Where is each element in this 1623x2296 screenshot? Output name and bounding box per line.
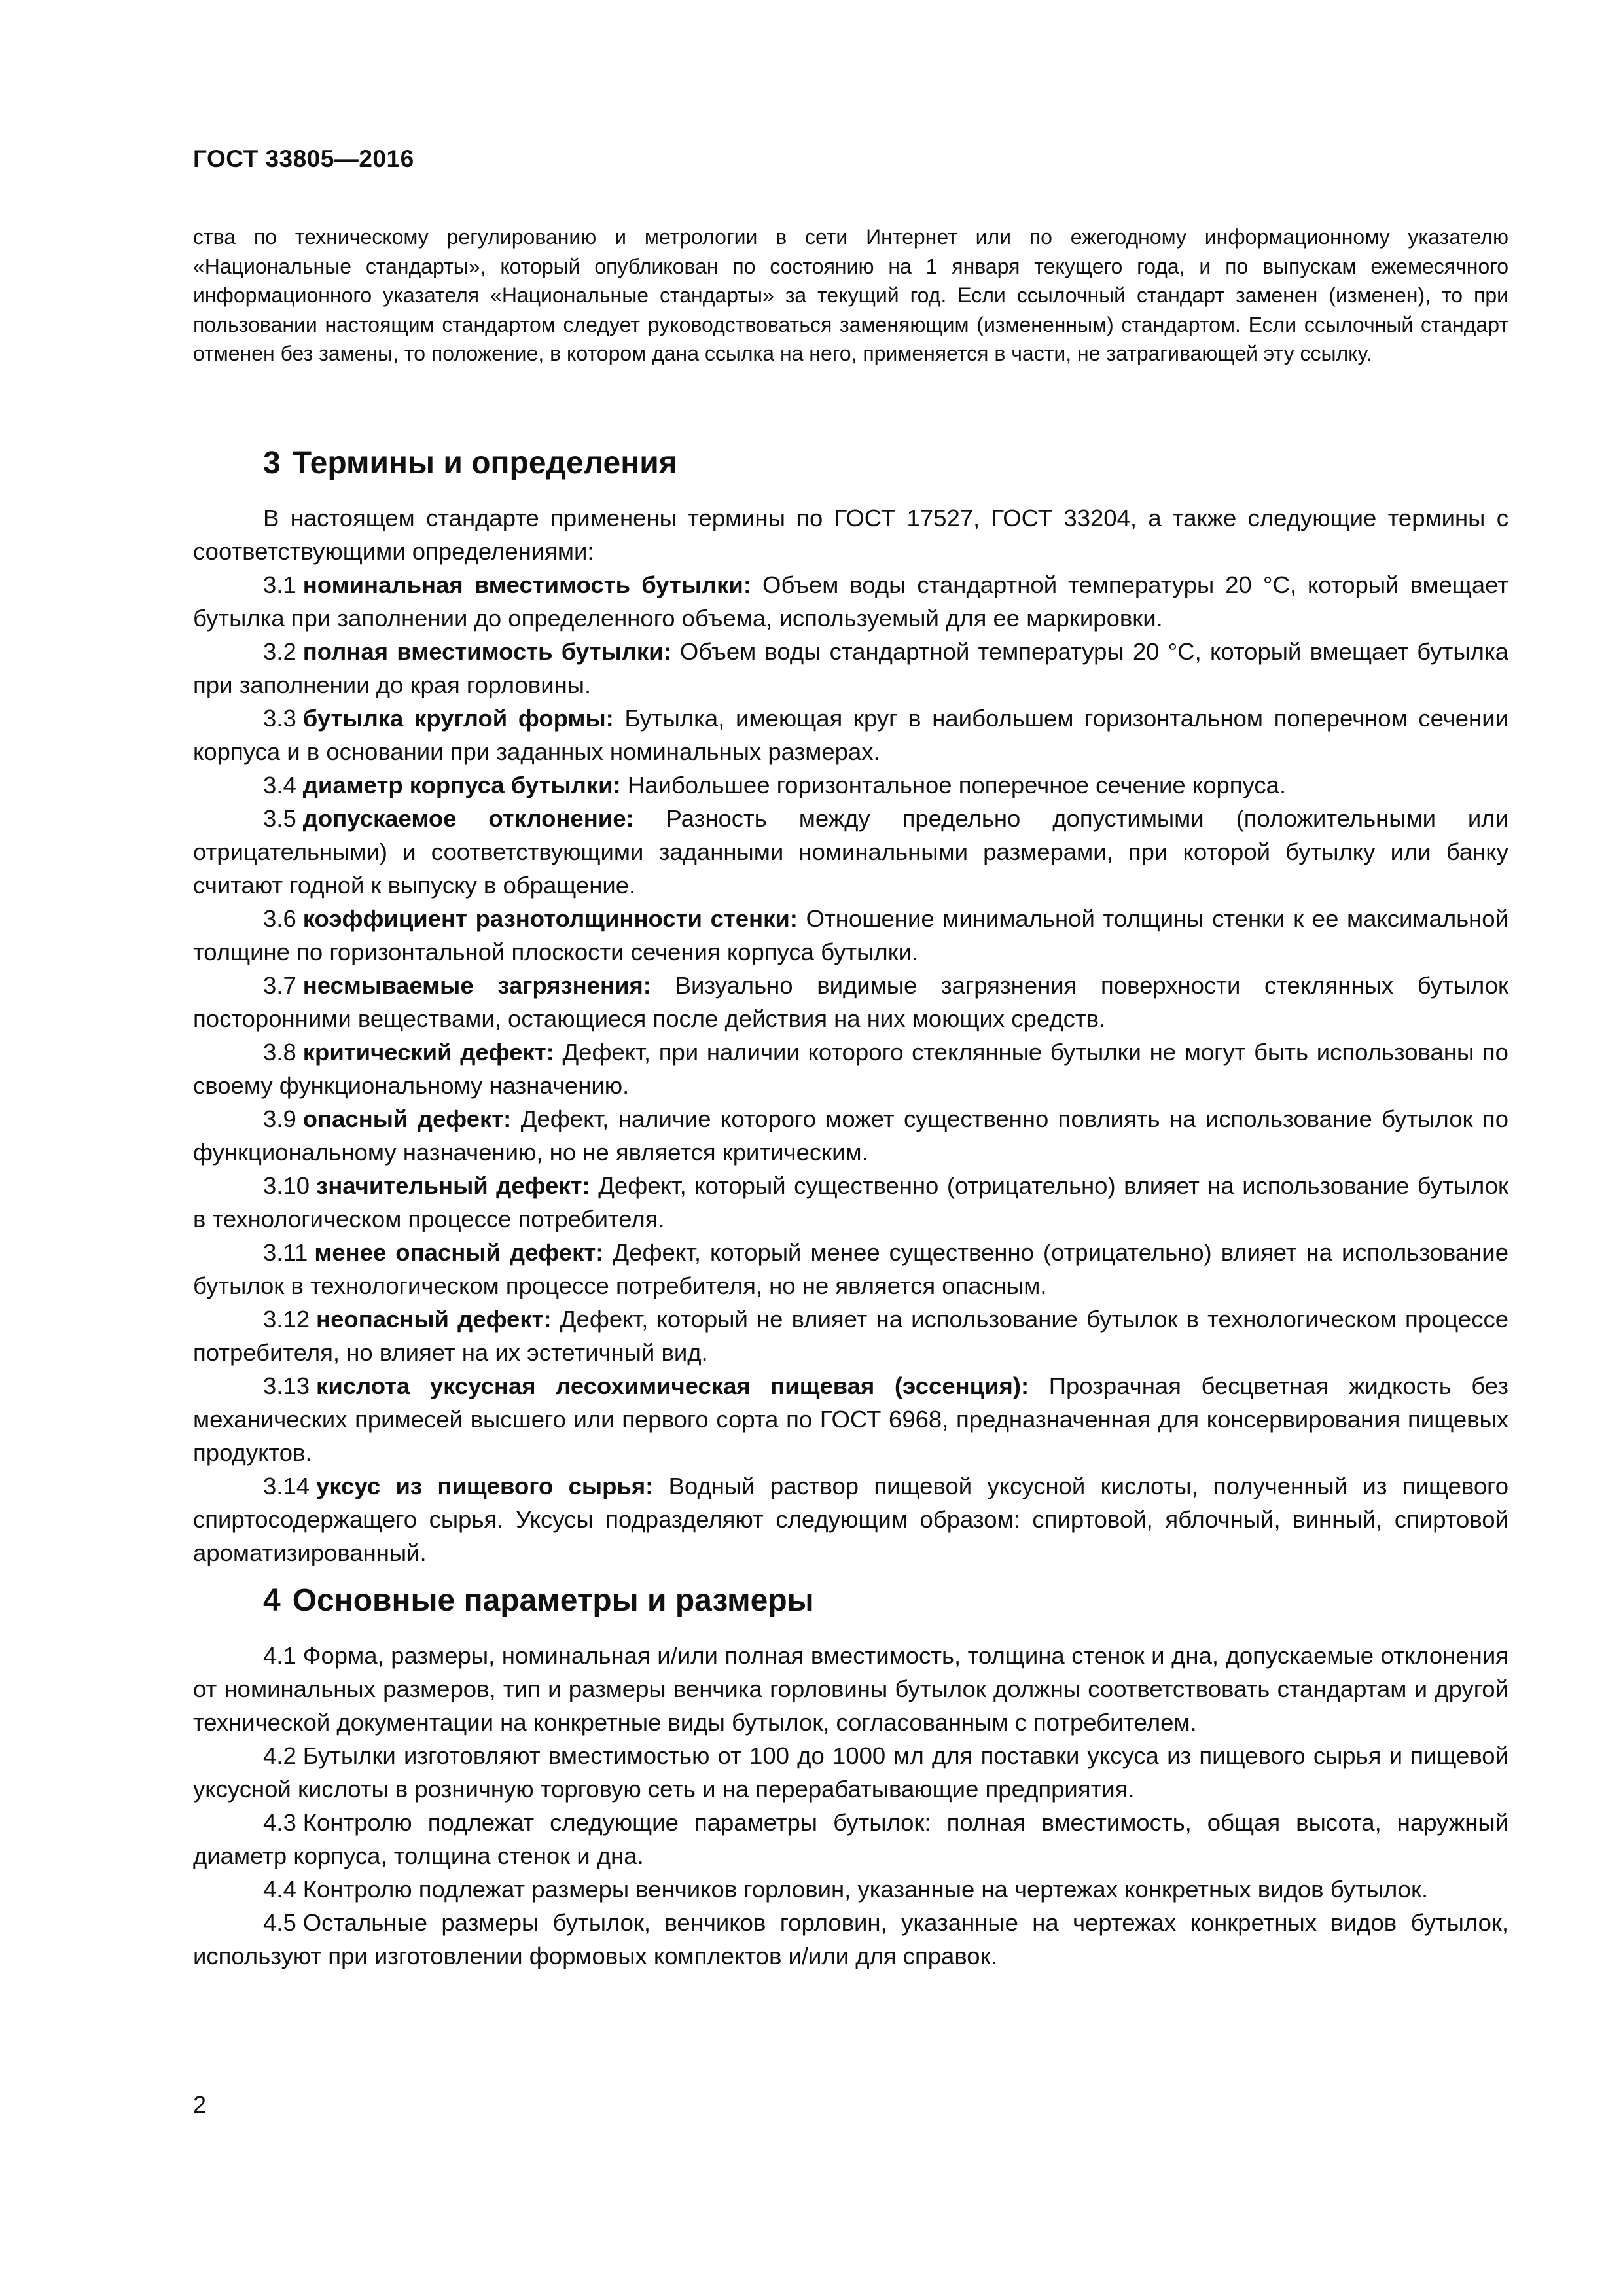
term-text: Водный раствор пищевой уксусной кислоты, полученный из пищевого спиртосодержащего сырья. Уксусы подразделяют следующим образом: спиртовой, яблочный, винный, спиртовой ароматизированный.	[193, 1473, 1508, 1566]
clause-number: 3.8	[263, 1039, 296, 1066]
section-4-number: 4	[263, 1583, 281, 1618]
term-name: коэффициент разнотолщинности стенки:	[302, 905, 798, 932]
term-text: Объем воды стандартной температуры 20 °С, который вмещает бутылка при заполнении до определенного объема, используемый для ее маркировки.	[193, 571, 1508, 632]
term-definition	[193, 1469, 1508, 1570]
term-text: Дефект, который не влияет на использование бутылок в технологическом процессе потребителя, но влияет на их эстетичный вид.	[193, 1306, 1508, 1366]
clause-text: Остальные размеры бутылок, венчиков горловин, указанные на чертежах конкретных видов бутылок, используют при изготовлении формовых комплектов и/или для справок.	[193, 1909, 1508, 1969]
term-name: допускаемое отклонение:	[302, 805, 634, 832]
clause-number: 3.13	[263, 1372, 310, 1399]
term-text: Объем воды стандартной температуры 20 °С, который вмещает бутылка при заполнении до края горловины.	[193, 638, 1508, 698]
term-text: Дефект, наличие которого может существенно повлиять на использование бутылок по функциональному назначению, но не является критическим.	[193, 1105, 1508, 1166]
clause-number: 3.7	[263, 972, 296, 999]
term-definition	[193, 1236, 1508, 1302]
term-text: Дефект, который существенно (отрицательно) влияет на использование бутылок в технологическом процессе потребителя.	[193, 1172, 1508, 1232]
clause-text: Контролю подлежат размеры венчиков горловин, указанные на чертежах конкретных видов бутылок.	[302, 1876, 1429, 1903]
term-name: опасный дефект:	[302, 1105, 512, 1132]
term-definition	[193, 902, 1508, 969]
term-name: критический дефект:	[302, 1039, 554, 1066]
term-text: Дефект, при наличии которого стеклянные бутылки не могут быть использованы по своему функциональному назначению.	[193, 1039, 1508, 1099]
clause-paragraph	[193, 1739, 1508, 1806]
term-definition	[193, 1369, 1508, 1469]
section-3-lead: В настоящем стандарте применены термины по ГОСТ 17527, ГОСТ 33204, а также следующие термины с соответствующими определениями:	[193, 505, 1508, 565]
parameters-list	[193, 1639, 1508, 1973]
term-name: неопасный дефект:	[316, 1306, 552, 1333]
document-code-header: ГОСТ 33805—2016	[193, 145, 414, 172]
term-definition	[193, 1102, 1508, 1169]
section-3-body	[193, 501, 1508, 1570]
term-text: Дефект, который менее существенно (отрицательно) влияет на использование бутылок в технологическом процессе потребителя, но не является опасным.	[193, 1239, 1508, 1299]
term-text: Бутылка, имеющая круг в наибольшем горизонтальном поперечном сечении корпуса и в основании при заданных номинальных размерах.	[193, 705, 1508, 765]
term-text: Наибольшее горизонтальное поперечное сечение корпуса.	[627, 772, 1287, 798]
clause-number: 4.2	[263, 1742, 296, 1769]
page-number: 2	[193, 2091, 207, 2118]
terms-list	[193, 568, 1508, 1570]
clause-number: 3.5	[263, 805, 296, 832]
term-text: Прозрачная бесцветная жидкость без механических примесей высшего или первого сорта по ГОСТ 6968, предназначенная для консервирования пищевых продуктов.	[193, 1372, 1508, 1466]
term-text: Разность между предельно допустимыми (положительными или отрицательными) и соответствующими заданными номинальными размерами, при которой бутылку или банку считают годной к выпуску в обращение.	[193, 805, 1508, 899]
term-name: уксус из пищевого сырья:	[316, 1473, 654, 1499]
clause-number: 3.6	[263, 905, 296, 932]
clause-number: 3.14	[263, 1473, 310, 1499]
clause-number: 3.3	[263, 705, 296, 732]
term-definition	[193, 1302, 1508, 1369]
term-name: диаметр корпуса бутылки:	[302, 772, 621, 798]
term-name: несмываемые загрязнения:	[302, 972, 651, 999]
clause-paragraph	[193, 1873, 1508, 1906]
term-definition	[193, 1169, 1508, 1236]
term-definition	[193, 969, 1508, 1035]
clause-paragraph	[193, 1806, 1508, 1873]
clause-number: 3.12	[263, 1306, 310, 1333]
clause-number: 3.1	[263, 571, 296, 598]
term-definition	[193, 1035, 1508, 1102]
clause-paragraph	[193, 1639, 1508, 1739]
clause-paragraph	[193, 1906, 1508, 1973]
clause-text: Бутылки изготовляют вместимостью от 100 до 1000 мл для поставки уксуса из пищевого сырья и пищевой уксусной кислоты в розничную торговую сеть и на перерабатывающие предприятия.	[193, 1742, 1508, 1803]
clause-text: Контролю подлежат следующие параметры бутылок: полная вместимость, общая высота, наружный диаметр корпуса, толщина стенок и дна.	[193, 1809, 1508, 1869]
section-4-title: Основные параметры и размеры	[292, 1583, 814, 1618]
term-text: Отношение минимальной толщины стенки к ее максимальной толщине по горизонтальной плоскости сечения корпуса бутылки.	[193, 905, 1508, 965]
clause-number: 4.1	[263, 1642, 296, 1669]
section-4-heading	[263, 1583, 814, 1619]
term-definition	[193, 635, 1508, 702]
clause-number: 4.4	[263, 1876, 296, 1903]
clause-number: 3.4	[263, 772, 296, 798]
term-definition	[193, 802, 1508, 902]
section-3-title: Термины и определения	[292, 446, 677, 480]
section-4-body	[193, 1639, 1508, 1973]
clause-number: 4.3	[263, 1809, 296, 1836]
section-3-heading	[263, 445, 677, 481]
clause-number: 3.9	[263, 1105, 296, 1132]
clause-number: 4.5	[263, 1909, 296, 1936]
term-definition	[193, 768, 1508, 802]
term-name: бутылка круглой формы:	[302, 705, 614, 732]
term-name: значительный дефект:	[316, 1172, 590, 1199]
term-name: номинальная вместимость бутылки:	[302, 571, 751, 598]
term-definition	[193, 702, 1508, 768]
term-name: кислота уксусная лесохимическая пищевая (эссенция):	[316, 1372, 1029, 1399]
section-3-number: 3	[263, 446, 281, 480]
clause-number: 3.10	[263, 1172, 310, 1199]
term-name: полная вместимость бутылки:	[302, 638, 671, 665]
term-name: менее опасный дефект:	[314, 1239, 604, 1266]
intro-paragraph: ства по техническому регулированию и метрологии в сети Интернет или по ежегодному информационному указателю «Национальные стандарты», который опубликован по состоянию на 1 января текущего года, и по выпускам ежемесячного информационного указателя «Национальные стандарты» за текущий год. Если ссылочный стандарт заменен (изменен), то при пользовании настоящим стандартом следует руководствоваться заменяющим (измененным) стандартом. Если ссылочный стандарт отменен без замены, то положение, в котором дана ссылка на него, применяется в части, не затрагивающей эту ссылку.	[193, 225, 1508, 365]
term-text: Визуально видимые загрязнения поверхности стеклянных бутылок посторонними веществами, остающиеся после действия на них моющих средств.	[193, 972, 1508, 1032]
clause-number: 3.11	[263, 1239, 308, 1266]
clause-text: Форма, размеры, номинальная и/или полная вместимость, толщина стенок и дна, допускаемые отклонения от номинальных размеров, тип и размеры венчика горловины бутылок должны соответствовать стандартам и другой технической документации на конкретные виды бутылок, согласованным с потребителем.	[193, 1642, 1508, 1736]
clause-number: 3.2	[263, 638, 296, 665]
term-definition	[193, 568, 1508, 635]
